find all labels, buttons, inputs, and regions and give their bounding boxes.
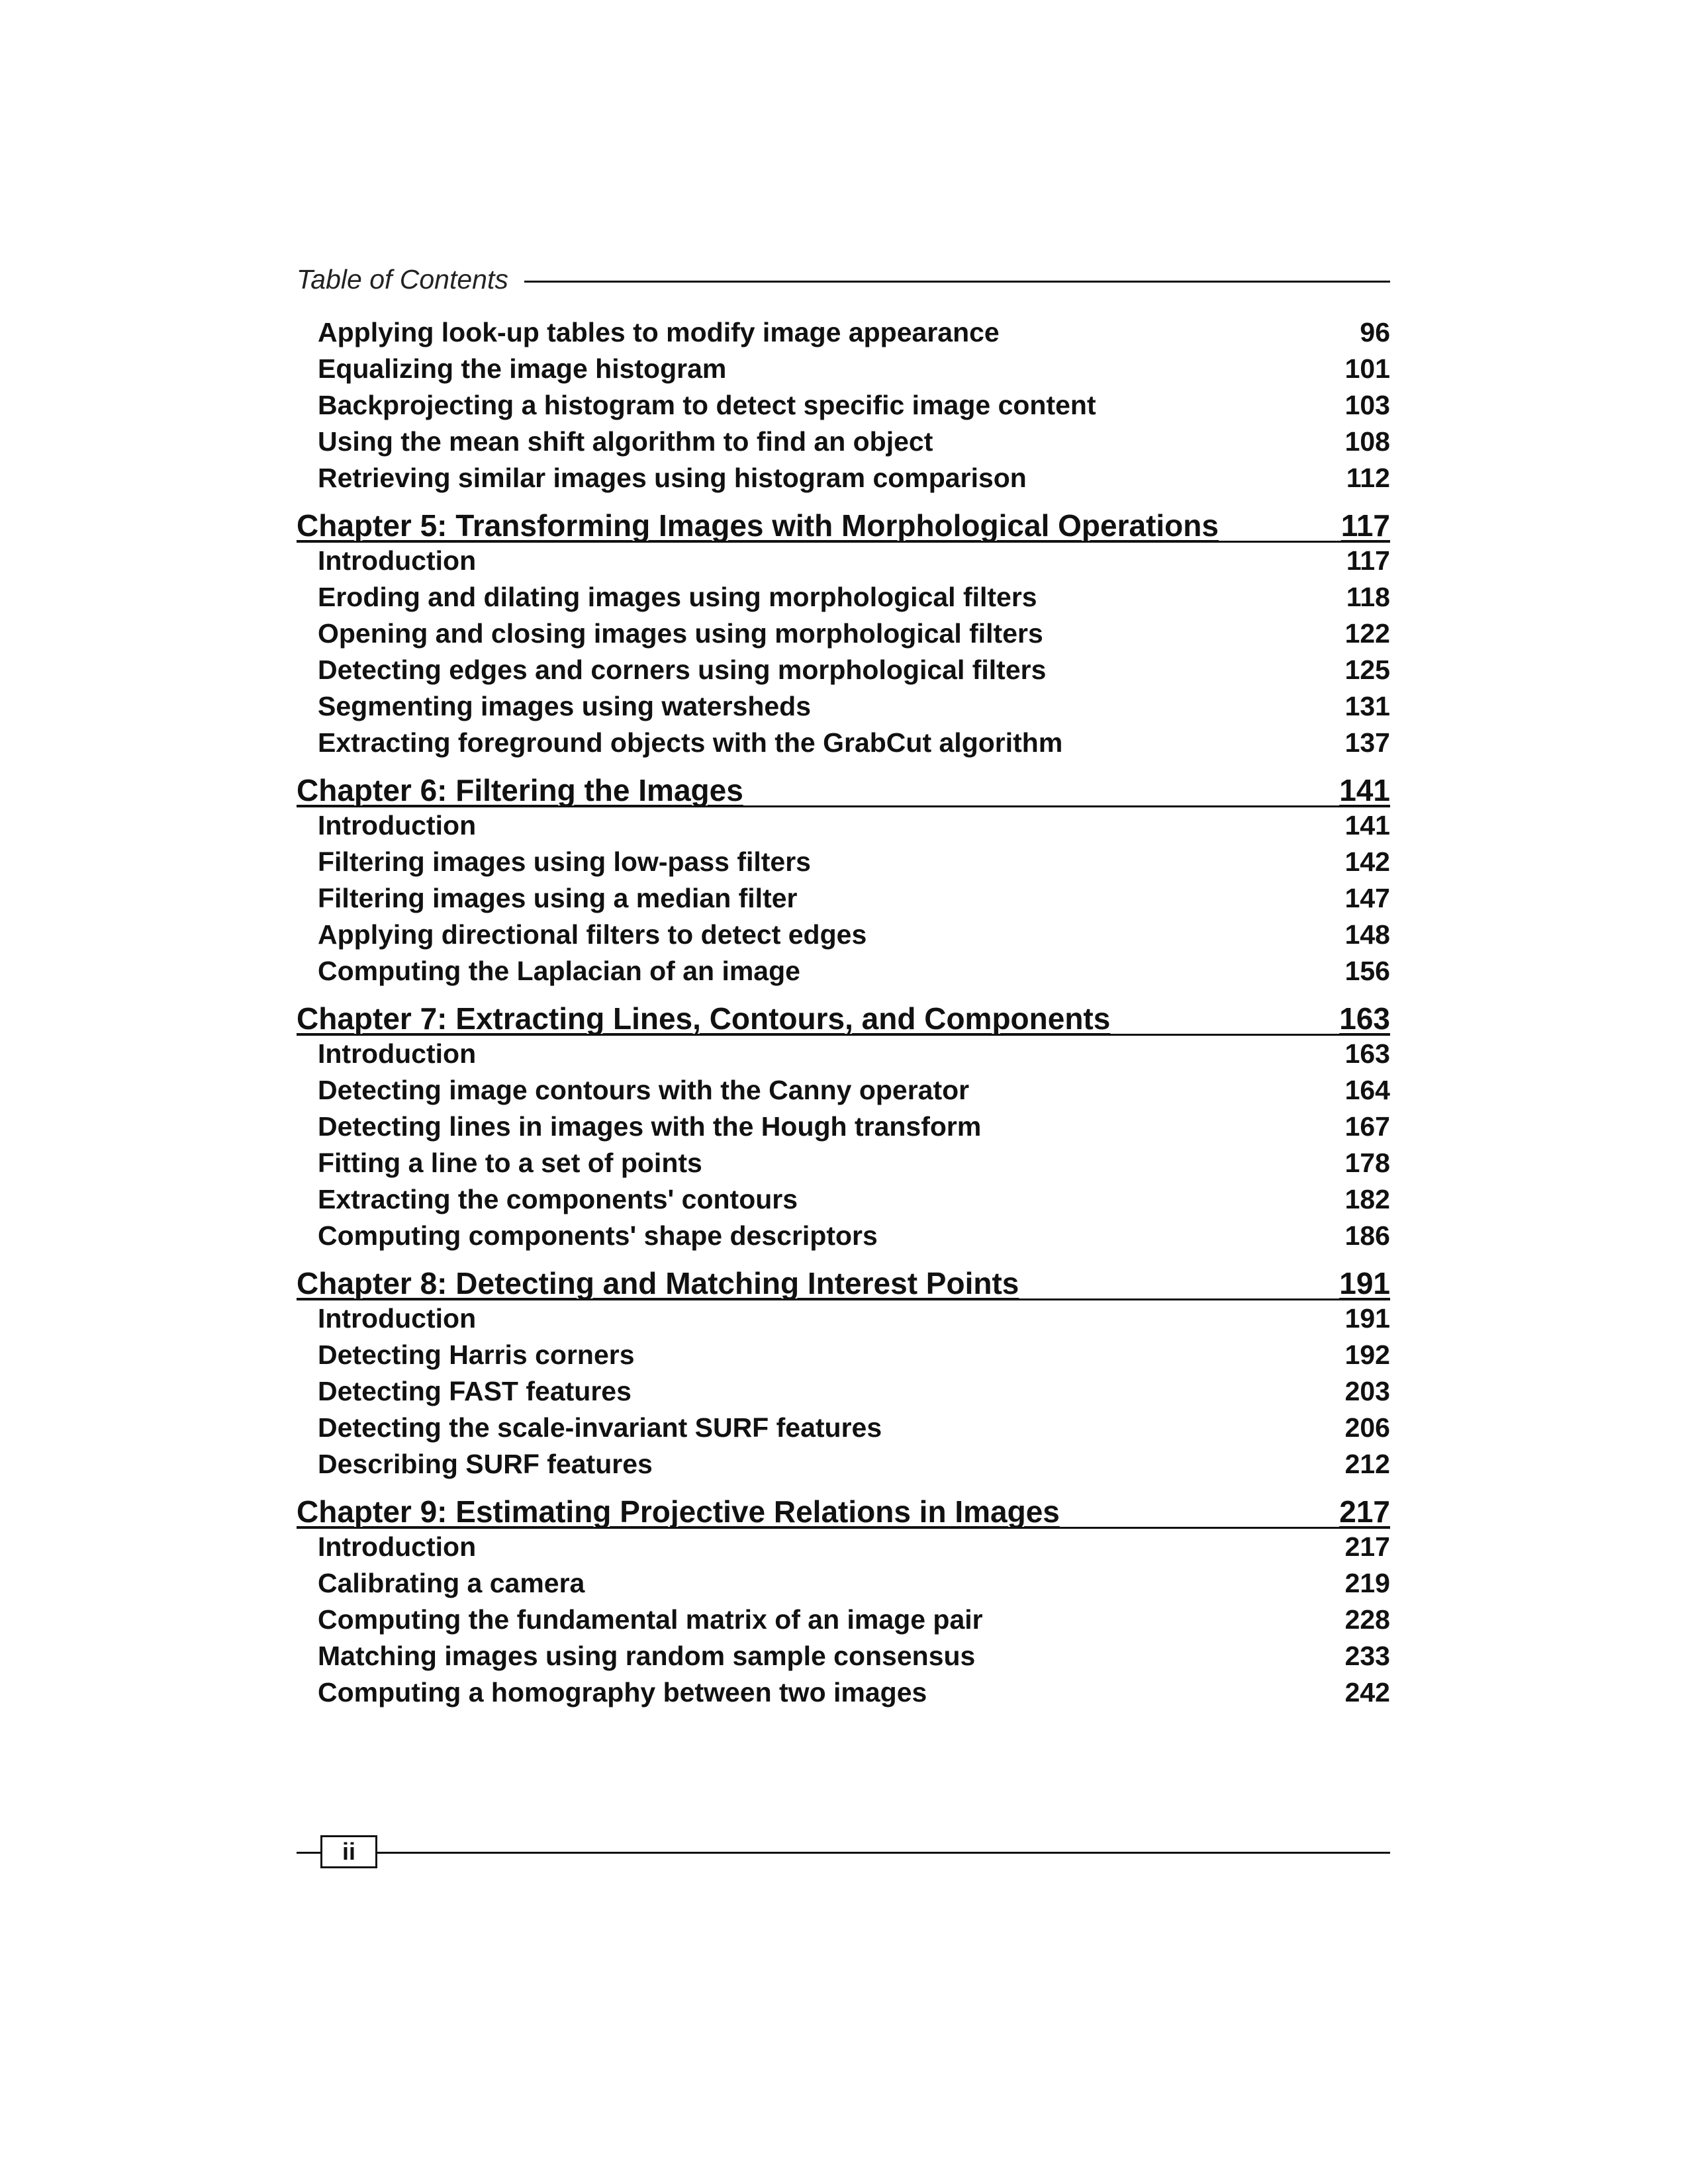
toc-section-entry[interactable] bbox=[297, 1181, 1390, 1218]
section-title: Filtering images using a median filter bbox=[318, 883, 798, 913]
section-title: Opening and closing images using morphological filters bbox=[318, 618, 1043, 649]
section-title: Computing components' shape descriptors bbox=[318, 1220, 878, 1251]
toc-section-entry[interactable] bbox=[297, 1300, 1390, 1337]
section-title: Backprojecting a histogram to detect specific image content bbox=[318, 390, 1096, 420]
section-title: Applying look-up tables to modify image appearance bbox=[318, 317, 1000, 347]
toc-section-entry[interactable] bbox=[297, 543, 1390, 579]
page-number-ref: 117 bbox=[1340, 508, 1390, 543]
table-of-contents bbox=[297, 314, 1390, 1711]
header-title: Table of Contents bbox=[297, 263, 508, 295]
page-number-ref: 191 bbox=[1339, 1266, 1390, 1300]
section-title: Detecting FAST features bbox=[318, 1376, 632, 1406]
toc-section-entry[interactable] bbox=[297, 1674, 1390, 1711]
page-number-ref: 242 bbox=[1344, 1677, 1390, 1707]
toc-section-entry[interactable] bbox=[297, 917, 1390, 953]
section-title: Detecting lines in images with the Hough transform bbox=[318, 1111, 982, 1142]
page-number: ii bbox=[320, 1835, 377, 1868]
section-title: Introduction bbox=[318, 1531, 477, 1562]
page-number-ref: 141 bbox=[1339, 773, 1390, 807]
section-title: Introduction bbox=[318, 1303, 477, 1334]
toc-section-entry[interactable] bbox=[297, 314, 1390, 351]
section-title: Detecting Harris corners bbox=[318, 1340, 635, 1370]
toc-section-entry[interactable] bbox=[297, 880, 1390, 917]
page-number-ref: 192 bbox=[1344, 1340, 1390, 1370]
section-title: Fitting a line to a set of points bbox=[318, 1148, 702, 1178]
toc-section-entry[interactable] bbox=[297, 460, 1390, 496]
toc-chapter-entry[interactable] bbox=[297, 1265, 1390, 1300]
toc-section-entry[interactable] bbox=[297, 1373, 1390, 1410]
chapter-title: Chapter 8: Detecting and Matching Interest Points bbox=[297, 1266, 1019, 1300]
section-title: Introduction bbox=[318, 810, 477, 841]
page-number-ref: 191 bbox=[1344, 1303, 1390, 1334]
page-number-ref: 228 bbox=[1344, 1604, 1390, 1635]
page-number-ref: 203 bbox=[1344, 1376, 1390, 1406]
section-title: Detecting the scale-invariant SURF features bbox=[318, 1412, 882, 1443]
header-rule bbox=[524, 281, 1390, 283]
page-number-ref: 212 bbox=[1344, 1449, 1390, 1479]
page-number-ref: 164 bbox=[1344, 1075, 1390, 1105]
toc-section-entry[interactable] bbox=[297, 1529, 1390, 1565]
page-number-ref: 112 bbox=[1346, 463, 1390, 493]
footer-rule bbox=[297, 1852, 1390, 1854]
section-title: Computing the Laplacian of an image bbox=[318, 956, 800, 986]
toc-section-entry[interactable] bbox=[297, 652, 1390, 688]
chapter-title: Chapter 9: Estimating Projective Relations in Images bbox=[297, 1494, 1060, 1529]
toc-section-entry[interactable] bbox=[297, 1337, 1390, 1373]
toc-section-entry[interactable] bbox=[297, 1218, 1390, 1254]
toc-section-entry[interactable] bbox=[297, 1410, 1390, 1446]
page-number-ref: 108 bbox=[1344, 426, 1390, 457]
page-number-ref: 219 bbox=[1344, 1568, 1390, 1598]
page-number-ref: 125 bbox=[1344, 655, 1390, 685]
toc-section-entry[interactable] bbox=[297, 844, 1390, 880]
section-title: Applying directional filters to detect edges bbox=[318, 919, 867, 950]
page-number-ref: 118 bbox=[1346, 582, 1390, 612]
toc-section-entry[interactable] bbox=[297, 1602, 1390, 1638]
toc-chapter-entry[interactable] bbox=[297, 772, 1390, 807]
toc-section-entry[interactable] bbox=[297, 807, 1390, 844]
chapter-title: Chapter 5: Transforming Images with Morphological Operations bbox=[297, 508, 1219, 543]
toc-section-entry[interactable] bbox=[297, 579, 1390, 615]
page-number-ref: 148 bbox=[1344, 919, 1390, 950]
section-title: Calibrating a camera bbox=[318, 1568, 585, 1598]
section-title: Computing a homography between two images bbox=[318, 1677, 927, 1707]
chapter-title: Chapter 6: Filtering the Images bbox=[297, 773, 743, 807]
page-number-ref: 137 bbox=[1344, 727, 1390, 758]
page-number-ref: 117 bbox=[1346, 545, 1390, 576]
section-title: Detecting edges and corners using morphological filters bbox=[318, 655, 1047, 685]
section-title: Segmenting images using watersheds bbox=[318, 691, 812, 721]
page-number-ref: 101 bbox=[1344, 353, 1390, 384]
page-number-ref: 217 bbox=[1344, 1531, 1390, 1562]
section-title: Computing the fundamental matrix of an image pair bbox=[318, 1604, 983, 1635]
section-title: Retrieving similar images using histogram comparison bbox=[318, 463, 1027, 493]
section-title: Eroding and dilating images using morphological filters bbox=[318, 582, 1037, 612]
toc-section-entry[interactable] bbox=[297, 424, 1390, 460]
section-title: Matching images using random sample consensus bbox=[318, 1641, 976, 1671]
toc-chapter-entry[interactable] bbox=[297, 1493, 1390, 1529]
page-number-ref: 103 bbox=[1344, 390, 1390, 420]
page-footer bbox=[297, 1835, 1390, 1868]
page-number-ref: 131 bbox=[1344, 691, 1390, 721]
page-number-ref: 156 bbox=[1344, 956, 1390, 986]
section-title: Using the mean shift algorithm to find an object bbox=[318, 426, 933, 457]
page-number-ref: 142 bbox=[1344, 846, 1390, 877]
section-title: Introduction bbox=[318, 545, 477, 576]
page-number-ref: 186 bbox=[1344, 1220, 1390, 1251]
page-number-ref: 217 bbox=[1339, 1494, 1390, 1529]
section-title: Detecting image contours with the Canny operator bbox=[318, 1075, 970, 1105]
toc-section-entry[interactable] bbox=[297, 1072, 1390, 1109]
page-number-ref: 206 bbox=[1344, 1412, 1390, 1443]
toc-section-entry[interactable] bbox=[297, 1446, 1390, 1482]
section-title: Filtering images using low-pass filters bbox=[318, 846, 811, 877]
page-number-ref: 163 bbox=[1344, 1038, 1390, 1069]
section-title: Introduction bbox=[318, 1038, 477, 1069]
section-title: Describing SURF features bbox=[318, 1449, 653, 1479]
toc-section-entry[interactable] bbox=[297, 387, 1390, 424]
page-number-ref: 122 bbox=[1344, 618, 1390, 649]
page-number-ref: 163 bbox=[1339, 1001, 1390, 1036]
page-number-ref: 141 bbox=[1344, 810, 1390, 841]
toc-section-entry[interactable] bbox=[297, 953, 1390, 989]
toc-chapter-entry[interactable] bbox=[297, 507, 1390, 543]
running-header bbox=[297, 259, 1390, 299]
toc-section-entry[interactable] bbox=[297, 615, 1390, 652]
section-title: Equalizing the image histogram bbox=[318, 353, 727, 384]
toc-section-entry[interactable] bbox=[297, 688, 1390, 725]
toc-section-entry[interactable] bbox=[297, 725, 1390, 761]
page-number-ref: 233 bbox=[1344, 1641, 1390, 1671]
page-number-ref: 147 bbox=[1344, 883, 1390, 913]
section-title: Extracting foreground objects with the GrabCut algorithm bbox=[318, 727, 1063, 758]
toc-section-entry[interactable] bbox=[297, 1565, 1390, 1602]
page-number-ref: 178 bbox=[1344, 1148, 1390, 1178]
toc-chapter-entry[interactable] bbox=[297, 1000, 1390, 1036]
chapter-title: Chapter 7: Extracting Lines, Contours, and Components bbox=[297, 1001, 1111, 1036]
section-title: Extracting the components' contours bbox=[318, 1184, 798, 1214]
toc-section-entry[interactable] bbox=[297, 1638, 1390, 1674]
page-number-ref: 167 bbox=[1344, 1111, 1390, 1142]
page-number-ref: 96 bbox=[1360, 317, 1390, 347]
toc-section-entry[interactable] bbox=[297, 1109, 1390, 1145]
toc-section-entry[interactable] bbox=[297, 1036, 1390, 1072]
toc-section-entry[interactable] bbox=[297, 1145, 1390, 1181]
page-number-ref: 182 bbox=[1344, 1184, 1390, 1214]
toc-section-entry[interactable] bbox=[297, 351, 1390, 387]
